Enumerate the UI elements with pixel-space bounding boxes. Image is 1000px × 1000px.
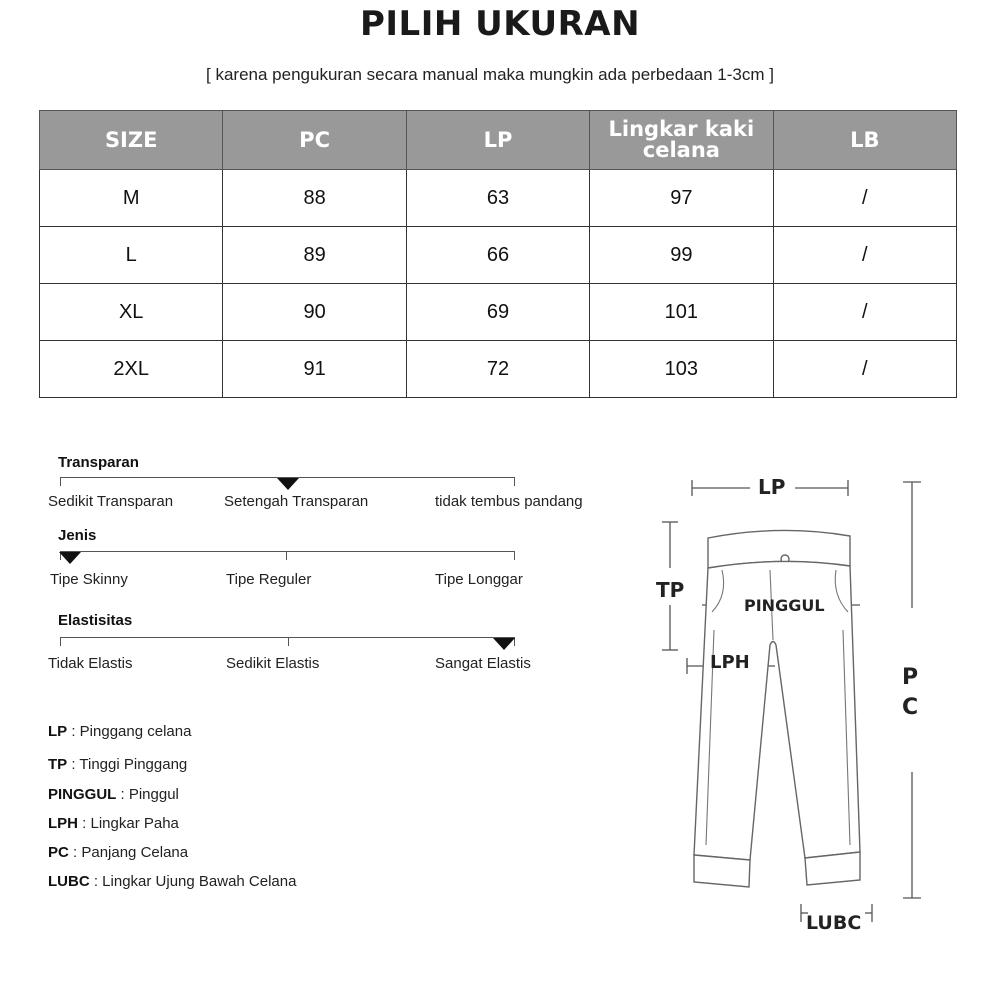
scale-tick [514, 551, 515, 560]
scale-track-jenis [60, 551, 515, 552]
table-cell: 2XL [40, 341, 223, 398]
diagram-label-pc-bottom: C [902, 695, 919, 720]
table-cell: / [773, 284, 956, 341]
table-cell: / [773, 341, 956, 398]
legend-abbr: LUBC [48, 873, 90, 890]
legend-abbr: LP [48, 723, 68, 740]
legend-desc: : Lingkar Ujung Bawah Celana [89, 873, 297, 890]
column-header-size: SIZE [40, 111, 223, 170]
table-cell: 66 [406, 227, 589, 284]
size-table-header-row [40, 111, 957, 170]
legend-item-tp [48, 756, 187, 773]
table-cell: 72 [406, 341, 589, 398]
table-cell: 90 [223, 284, 406, 341]
table-cell: / [773, 170, 956, 227]
size-table [39, 110, 957, 398]
legend-desc: : Lingkar Paha [78, 815, 179, 832]
column-header-lb: LB [773, 111, 956, 170]
scale-tick [60, 637, 61, 646]
scale-label: tidak tembus pandang [435, 493, 583, 510]
legend-abbr: PC [48, 844, 69, 861]
column-header-lp: LP [406, 111, 589, 170]
scale-tick [60, 477, 61, 486]
table-cell: 99 [590, 227, 773, 284]
scale-label: Tipe Skinny [50, 571, 128, 588]
table-cell: 88 [223, 170, 406, 227]
legend-desc: : Pinggul [116, 786, 179, 803]
table-cell: / [773, 227, 956, 284]
scale-label: Tidak Elastis [48, 655, 133, 672]
table-cell: M [40, 170, 223, 227]
table-cell: 101 [590, 284, 773, 341]
scale-label: Setengah Transparan [224, 493, 369, 510]
scale-label: Sedikit Elastis [226, 655, 320, 672]
scale-marker-icon [277, 478, 299, 490]
scale-label: Tipe Reguler [226, 571, 312, 588]
legend-abbr: PINGGUL [48, 786, 117, 803]
table-row [40, 341, 957, 398]
scale-marker-icon [59, 552, 81, 564]
table-cell: 97 [590, 170, 773, 227]
legend-item-pc [48, 844, 188, 861]
column-header-pc: PC [223, 111, 406, 170]
table-cell: 103 [590, 341, 773, 398]
column-header-lingkar-kaki: Lingkar kaki celana [590, 111, 773, 170]
table-cell: 69 [406, 284, 589, 341]
diagram-label-tp: TP [656, 578, 685, 602]
diagram-label-pc-top: P [902, 665, 919, 690]
diagram-label-lph: LPH [710, 652, 750, 673]
scale-title-transparan: Transparan [58, 454, 139, 471]
legend-item-pinggul [48, 786, 179, 803]
scale-tick [288, 637, 289, 646]
legend-desc: : Pinggang celana [67, 723, 192, 740]
legend-desc: : Tinggi Pinggang [67, 756, 188, 773]
legend-item-lp [48, 723, 191, 740]
table-cell: 63 [406, 170, 589, 227]
legend-abbr: LPH [48, 815, 78, 832]
pants-diagram [610, 460, 940, 940]
scale-label: Sangat Elastis [435, 655, 531, 672]
table-row [40, 227, 957, 284]
diagram-label-lp: LP [758, 475, 786, 499]
measurement-note: [ karena pengukuran secara manual maka mungkin ada perbedaan 1-3cm ] [206, 65, 774, 84]
scale-label: Tipe Longgar [435, 571, 523, 588]
table-cell: L [40, 227, 223, 284]
legend-item-lubc [48, 873, 296, 890]
scale-title-jenis: Jenis [58, 527, 97, 544]
legend-abbr: TP [48, 756, 68, 773]
scale-label: Sedikit Transparan [48, 493, 174, 510]
scale-title-elastisitas: Elastisitas [58, 612, 133, 629]
legend-item-lph [48, 815, 179, 832]
table-cell: 89 [223, 227, 406, 284]
scale-tick [514, 477, 515, 486]
table-row [40, 284, 957, 341]
table-row [40, 170, 957, 227]
diagram-label-lubc: LUBC [806, 912, 862, 934]
scale-marker-icon [493, 638, 515, 650]
table-cell: 91 [223, 341, 406, 398]
diagram-label-pinggul: PINGGUL [744, 596, 825, 615]
page-title: PILIH UKURAN [359, 4, 641, 44]
scale-tick [286, 551, 287, 560]
table-cell: XL [40, 284, 223, 341]
legend-desc: : Panjang Celana [68, 844, 189, 861]
